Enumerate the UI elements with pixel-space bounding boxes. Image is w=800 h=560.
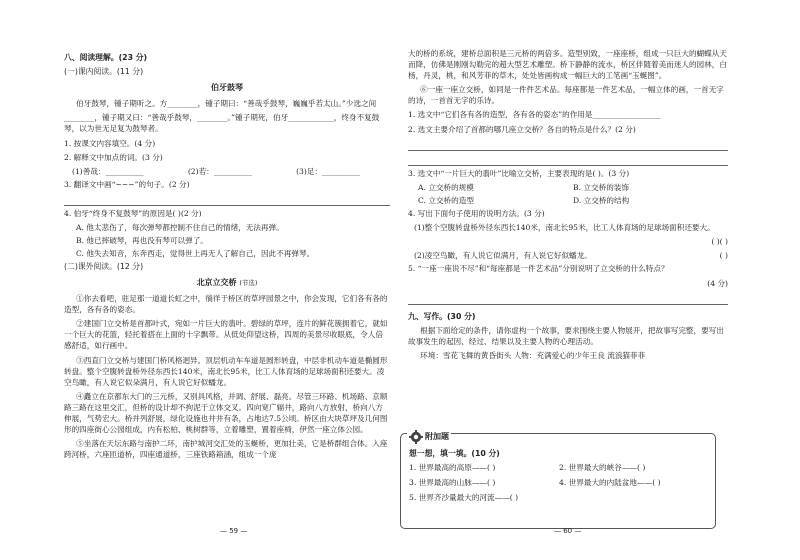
bonus-body	[409, 448, 709, 507]
bonus-title: 想一想，填一填。(10 分)	[409, 449, 500, 458]
bonus-row-2	[409, 477, 709, 488]
poem-line-1: 伯牙鼓琴，锺子期听之。方________，锺子期曰：“善哉乎鼓琴，巍巍乎若太山。”少选之间	[76, 99, 377, 109]
q4-option-a: A. 他太悲伤了，每次弹琴都控制不住自己的情绪，无法再弹。	[76, 223, 284, 233]
question-2: 2. 解释文中加点的词。(3 分)	[64, 152, 163, 162]
r-q4-item-1: (1)整个空腹转盘桥外径东西长140米，南北长95米，比工人体育场的足球场面积还要大。	[414, 223, 715, 233]
r-q4-item-2-blank: ( )	[719, 251, 728, 261]
section-9-title: 九、写作。(30 分)	[408, 311, 476, 321]
answer-line[interactable]	[408, 138, 728, 151]
bonus-item-1: 1. 世界最高的高原——( )	[409, 463, 496, 473]
gear-icon	[409, 430, 423, 444]
section-8-title: 八、阅读理解。(23 分)	[64, 53, 148, 62]
answer-line[interactable]	[408, 153, 728, 166]
bonus-row-3	[409, 492, 709, 503]
bonus-item-3: 3. 世界最高的山脉——( )	[409, 478, 496, 488]
q4-option-b: B. 他已摔破琴，再也没有琴可以弹了。	[76, 236, 208, 246]
q2-item-1: (1)善哉：__________	[72, 166, 144, 176]
question-1: 1. 按课文内容填空。(4 分)	[64, 138, 156, 148]
article-last-para: ⑥一座一座立交桥，如同是一件件艺术品。每座都是一件艺术品，一幅立体的画，一首无字的诗，一首首无字的乐诗。	[408, 85, 724, 106]
article-continued: 大的桥的系统，建桥总面积是三元桥的两倍多。造型别致，一座座桥，组成一只巨大的蝴蝶从天而降，仿佛是刚刚勾勒完的超大型艺术雕塑。桥下静静的流水，桥区伴随着美而迷人的园林，白杨，丹灵，桃，和风芳菲的草木，处处皆画构成一幅巨大的工笔画“玉蜒图”。	[408, 49, 727, 80]
article-para-2: ②建国门立交桥是首都叶式，宛如一片巨大的翡叶。碧绿的草坪，连片的鲜花簇拥着它，就如一个巨大的花篮，轻托着搭在上面的十字飘带。从低处仰望这桥，四周的美景尽收眼底，令人倍感舒适，如行画中。	[64, 319, 388, 351]
q2-item-2: (2)若：__________	[187, 166, 252, 176]
writing-environment: 环境：雪花飞舞的黄昏街头 人物：充满爱心的少年王良 流浪猫菲菲	[420, 350, 646, 360]
r-q4-item-2-row	[408, 250, 728, 261]
bonus-item-2: 2. 世界最大的峡谷——( )	[559, 463, 646, 473]
bonus-header-label: 附加题	[425, 432, 449, 442]
right-page	[408, 48, 728, 364]
page-number-left: — 59 —	[220, 527, 248, 535]
bonus-item-5: 5. 世界齐沙量最大的河流——( )	[409, 493, 519, 503]
part-2-title: (二)课外阅读。(12 分)	[64, 262, 144, 272]
r-question-1: 1. 选文中“它们各有各的造型，各有各的姿态”的作用是__________________	[408, 110, 661, 120]
r-question-4: 4. 写出下面句子使用的说明方法。(3 分)	[408, 208, 545, 218]
q4-option-c: C. 他失去知音，东奔西走，觉得世上再无人了解自己，因此不再弹琴。	[76, 249, 315, 259]
bonus-row-1	[409, 462, 709, 473]
article-title-wrap	[64, 277, 390, 289]
r-q3-option-d: D. 立交桥的结构	[573, 195, 630, 205]
answer-line[interactable]	[64, 193, 390, 206]
r-q3-option-a: A. 立交桥的规模	[418, 182, 474, 192]
r-q3-options-row-2	[408, 195, 728, 206]
r-question-2: 2. 选文主要介绍了首都的哪几座立交桥？各自的特点是什么？(2 分)	[408, 124, 636, 134]
r-question-5-points: (4 分)	[707, 278, 728, 288]
poem-line-2: ________，锺子期又曰：“善哉乎鼓琴，________。”锺子期死，伯牙____________，终身不复鼓琴，以为世无足复为鼓琴者。	[64, 113, 380, 134]
question-3: 3. 翻译文中画“~~~”的句子。(2 分)	[64, 179, 190, 189]
article-title: 北京立交桥	[196, 277, 237, 287]
r-question-5: 5. “一座一座说不尽”和“每座都是一件艺术品”分别说明了立交桥的什么特点？	[408, 264, 669, 274]
writing-prompt: 根据下面给定的条件，请你虚构一个故事，要求围绕主要人物展开，把故事写完整，要写出故事发生的起因、经过、结果以及主要人物的心理活动。	[408, 325, 724, 346]
bonus-box	[400, 433, 716, 529]
part-1-title: (一)课内阅读。(11 分)	[64, 67, 144, 77]
article-note: (节选)	[239, 278, 258, 287]
article-para-5: ⑤坐落在天坛东路与南护二环，南护城河交汇处的玉蜒桥，更加壮美，它是桥群组合体。入座跨河桥，六座匝道桥，四座通道桥，三座铁路箱涵，组成一个庞	[64, 438, 388, 459]
r-q4-item-2: (2)凌空鸟瞰，有人说它似满月，有人说它好似蟠龙。	[414, 251, 592, 261]
bonus-item-4: 4. 世界最大的内陆盆地——( )	[559, 478, 661, 488]
answer-line[interactable]	[408, 292, 728, 305]
article-para-1: ①你去看吧，驻足那一道道长虹之中，徜徉于桥区的草坪园景之中，你会发现，它们各有各的造型，各有各的姿态。	[64, 294, 388, 315]
poem-title: 伯牙鼓琴	[211, 82, 243, 92]
r-q3-option-c: C. 立交桥的造型	[418, 195, 474, 205]
question-2-items	[64, 166, 390, 177]
article-para-4: ④矗立在京都东大门的三元桥，又别具风格，并调、舒展、磊亮。尽管三环路、机场路、京顺路三路在这里交汇，但桥的设计却不拘泥于立体交叉。四向宽广辐井，路向八方放射，桥向八方伸展，气势宏大。桥并列舒展，绿化设施也井井有条，占地达7.5公顷。桥区由大块草坪及几何图形的四座街心公园组成，内有松柏、桃树群等，立着雕塑，置着座椅，伊然一座立体公园。	[64, 391, 388, 434]
bonus-header	[407, 430, 451, 444]
page-number-right: — 60 —	[554, 527, 582, 535]
article-para-3: ③西直门立交桥与建国门桥风格迥异。顶层机动车车道是圆形转盘，中层非机动车道是椭圆形转盘。整个空腹转盘桥外径东西长140米，南北长95米，比工人体育场的足球场面积还要大。凌空鸟瞰，有人说它似朵满月，有人说它好似蟠龙。	[64, 355, 388, 387]
r-q3-options-row-1	[408, 182, 728, 193]
left-page	[64, 52, 390, 463]
q2-item-3: (3)足：__________	[296, 166, 360, 176]
r-question-3: 3. 选文中“一片巨大的翡叶”比喻立交桥，主要表现的是( )。(3 分)	[408, 168, 630, 178]
r-q3-option-b: B. 立交桥的装饰	[573, 182, 629, 192]
question-4: 4. 伯牙“终身不复鼓琴”的原因是( )(2 分)	[64, 209, 202, 219]
r-q4-item-1-blank: ( )( )	[711, 237, 728, 247]
